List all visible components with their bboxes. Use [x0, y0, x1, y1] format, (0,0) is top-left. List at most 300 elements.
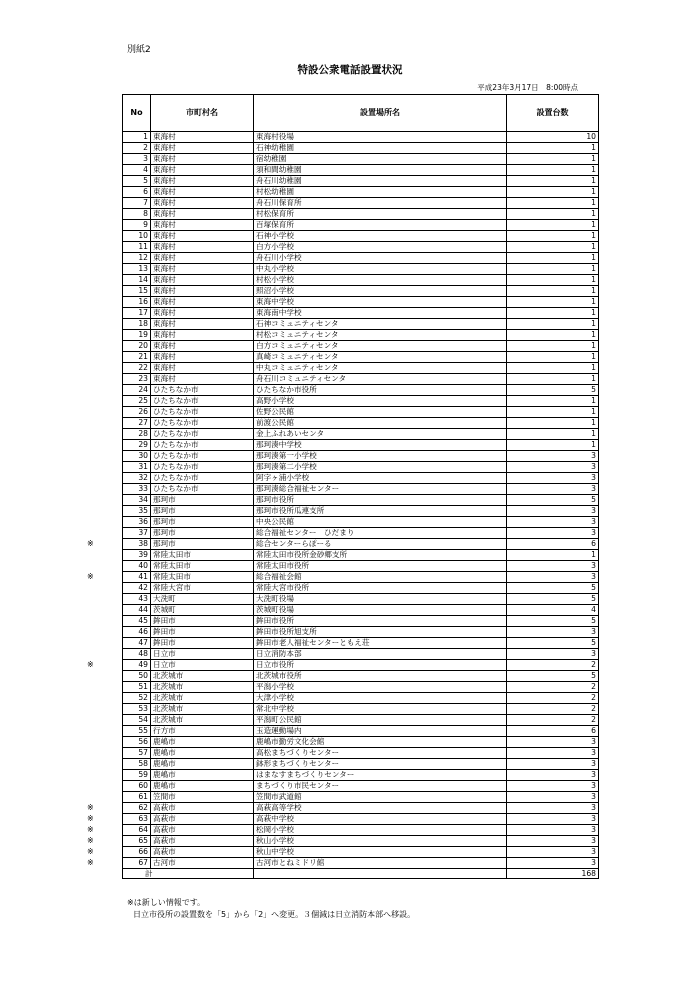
row-municipality: 笠間市 — [151, 792, 254, 803]
row-count: 10 — [507, 132, 599, 143]
row-municipality: 常陸大宮市 — [151, 583, 254, 594]
new-info-mark: ※ — [87, 836, 94, 845]
table-row — [123, 264, 599, 275]
row-place: 平潟小学校 — [254, 682, 507, 693]
row-municipality: ひたちなか市 — [151, 385, 254, 396]
row-municipality: 那珂市 — [151, 539, 254, 550]
row-no: 43 — [123, 594, 151, 605]
row-place: 須和間幼稚園 — [254, 165, 507, 176]
table-row — [123, 198, 599, 209]
row-municipality: 東海村 — [151, 308, 254, 319]
row-no: 33 — [123, 484, 151, 495]
row-no: 3 — [123, 154, 151, 165]
row-municipality: 東海村 — [151, 253, 254, 264]
table-row — [123, 605, 599, 616]
row-municipality: ひたちなか市 — [151, 440, 254, 451]
row-no-value: 65 — [138, 836, 148, 845]
row-count: 1 — [507, 330, 599, 341]
row-place: 鉢形まちづくりセンター — [254, 759, 507, 770]
table-row — [123, 396, 599, 407]
row-place: 高萩中学校 — [254, 814, 507, 825]
table-row — [123, 451, 599, 462]
row-place: 高萩高等学校 — [254, 803, 507, 814]
row-count: 3 — [507, 561, 599, 572]
table-row — [123, 671, 599, 682]
row-place: 村松幼稚園 — [254, 187, 507, 198]
row-municipality: 東海村 — [151, 143, 254, 154]
table-row — [123, 649, 599, 660]
row-count: 3 — [507, 737, 599, 748]
row-no — [87, 814, 151, 825]
row-no: 1 — [123, 132, 151, 143]
row-municipality: 北茨城市 — [151, 693, 254, 704]
row-municipality: 鉾田市 — [151, 638, 254, 649]
row-no-value: 66 — [138, 847, 148, 856]
row-no: 46 — [123, 627, 151, 638]
table-row — [123, 770, 599, 781]
row-count: 1 — [507, 242, 599, 253]
row-no: 23 — [123, 374, 151, 385]
row-count: 3 — [507, 451, 599, 462]
table-row — [123, 583, 599, 594]
row-no: 2 — [123, 143, 151, 154]
row-count: 1 — [507, 363, 599, 374]
row-count: 3 — [507, 649, 599, 660]
row-place: 高松まちづくりセンター — [254, 748, 507, 759]
row-no: 60 — [123, 781, 151, 792]
row-no: 51 — [123, 682, 151, 693]
table-row — [123, 418, 599, 429]
total-row — [123, 869, 599, 879]
row-no: 24 — [123, 385, 151, 396]
row-municipality: ひたちなか市 — [151, 418, 254, 429]
row-count: 1 — [507, 374, 599, 385]
row-place: 石神小学校 — [254, 231, 507, 242]
row-municipality: ひたちなか市 — [151, 473, 254, 484]
table-row — [123, 352, 599, 363]
row-count: 3 — [507, 825, 599, 836]
row-municipality: 常陸太田市 — [151, 550, 254, 561]
row-place: 東海村役場 — [254, 132, 507, 143]
row-count: 1 — [507, 440, 599, 451]
table-row — [123, 539, 599, 550]
table-row — [123, 704, 599, 715]
row-count: 1 — [507, 198, 599, 209]
row-place: 金上ふれあいセンタ — [254, 429, 507, 440]
row-municipality: 那珂市 — [151, 517, 254, 528]
row-place: 大洗町役場 — [254, 594, 507, 605]
row-municipality: 東海村 — [151, 275, 254, 286]
note-line: ※は新しい情報です。 — [127, 898, 206, 907]
table-row — [123, 286, 599, 297]
row-municipality: 鹿嶋市 — [151, 748, 254, 759]
row-count: 1 — [507, 176, 599, 187]
row-no-value: 64 — [138, 825, 148, 834]
row-no: 45 — [123, 616, 151, 627]
table-row — [123, 363, 599, 374]
row-municipality: 東海村 — [151, 363, 254, 374]
table-row — [123, 440, 599, 451]
row-count: 5 — [507, 594, 599, 605]
row-count: 1 — [507, 341, 599, 352]
row-place: 那珂湊中学校 — [254, 440, 507, 451]
row-municipality: ひたちなか市 — [151, 407, 254, 418]
row-municipality: 常陸太田市 — [151, 572, 254, 583]
row-municipality: 古河市 — [151, 858, 254, 869]
row-no: 52 — [123, 693, 151, 704]
row-place: 舟石川幼稚園 — [254, 176, 507, 187]
row-no: 54 — [123, 715, 151, 726]
row-municipality: 東海村 — [151, 132, 254, 143]
table-row — [123, 143, 599, 154]
table-row — [123, 319, 599, 330]
row-no: 57 — [123, 748, 151, 759]
row-no: 26 — [123, 407, 151, 418]
row-count: 1 — [507, 308, 599, 319]
table-row — [123, 506, 599, 517]
row-no: 37 — [123, 528, 151, 539]
table-row — [123, 297, 599, 308]
row-count: 1 — [507, 407, 599, 418]
row-municipality: 鹿嶋市 — [151, 759, 254, 770]
table-body — [87, 132, 599, 869]
row-count: 1 — [507, 396, 599, 407]
row-no-value: 38 — [138, 539, 148, 548]
row-municipality: ひたちなか市 — [151, 462, 254, 473]
new-info-mark: ※ — [87, 847, 94, 856]
row-municipality: 東海村 — [151, 374, 254, 385]
row-place: 常陸太田市役所 — [254, 561, 507, 572]
row-municipality: 東海村 — [151, 198, 254, 209]
row-count: 1 — [507, 275, 599, 286]
row-count: 1 — [507, 429, 599, 440]
row-no: 31 — [123, 462, 151, 473]
row-place: 石神幼稚園 — [254, 143, 507, 154]
table-row — [123, 627, 599, 638]
table-row — [123, 330, 599, 341]
row-no: 29 — [123, 440, 151, 451]
row-count: 3 — [507, 759, 599, 770]
row-no: 10 — [123, 231, 151, 242]
row-count: 1 — [507, 297, 599, 308]
row-place: 玉造運動場内 — [254, 726, 507, 737]
row-count: 4 — [507, 605, 599, 616]
row-place: 総合センターらぽーる — [254, 539, 507, 550]
table-row — [123, 847, 599, 858]
row-no: 7 — [123, 198, 151, 209]
table-row — [123, 715, 599, 726]
row-place: 常陸大宮市役所 — [254, 583, 507, 594]
row-place: 佐野公民館 — [254, 407, 507, 418]
row-count: 2 — [507, 682, 599, 693]
row-no: 13 — [123, 264, 151, 275]
row-count: 1 — [507, 418, 599, 429]
table-row — [123, 748, 599, 759]
row-municipality: 大洗町 — [151, 594, 254, 605]
row-count: 3 — [507, 858, 599, 869]
table-row — [123, 814, 599, 825]
row-count: 3 — [507, 484, 599, 495]
row-place: はまなすまちづくりセンター — [254, 770, 507, 781]
table-row — [123, 517, 599, 528]
table-row — [123, 275, 599, 286]
table-row — [123, 737, 599, 748]
row-no: 36 — [123, 517, 151, 528]
row-place: 舟石川小学校 — [254, 253, 507, 264]
row-count: 3 — [507, 572, 599, 583]
row-count: 1 — [507, 143, 599, 154]
row-no: 11 — [123, 242, 151, 253]
row-no: 50 — [123, 671, 151, 682]
row-municipality: 日立市 — [151, 649, 254, 660]
row-place: 東海中学校 — [254, 297, 507, 308]
row-place: 鉾田市役所旭支所 — [254, 627, 507, 638]
row-no: 18 — [123, 319, 151, 330]
row-no: 8 — [123, 209, 151, 220]
row-municipality: ひたちなか市 — [151, 484, 254, 495]
table-row — [123, 572, 599, 583]
row-municipality: 高萩市 — [151, 803, 254, 814]
table-row — [123, 176, 599, 187]
header-no: No — [123, 95, 151, 132]
table-row — [123, 231, 599, 242]
row-no — [87, 858, 151, 869]
table-row — [123, 858, 599, 869]
row-count: 3 — [507, 506, 599, 517]
row-no: 25 — [123, 396, 151, 407]
new-info-mark: ※ — [87, 539, 94, 548]
row-count: 1 — [507, 209, 599, 220]
row-municipality: 鹿嶋市 — [151, 770, 254, 781]
row-count: 3 — [507, 847, 599, 858]
row-no — [87, 660, 151, 671]
row-count: 5 — [507, 671, 599, 682]
row-municipality: 東海村 — [151, 165, 254, 176]
row-place: 村松保育所 — [254, 209, 507, 220]
row-municipality: 東海村 — [151, 352, 254, 363]
new-info-mark: ※ — [87, 572, 94, 581]
row-place: 常北中学校 — [254, 704, 507, 715]
table-row — [123, 429, 599, 440]
table-row — [123, 132, 599, 143]
row-place: 那珂湊総合福祉センター — [254, 484, 507, 495]
table-row — [123, 473, 599, 484]
row-count: 3 — [507, 781, 599, 792]
row-municipality: 北茨城市 — [151, 715, 254, 726]
row-municipality: ひたちなか市 — [151, 451, 254, 462]
row-no: 12 — [123, 253, 151, 264]
row-place: 中丸コミュニティセンタ — [254, 363, 507, 374]
row-place: 秋山中学校 — [254, 847, 507, 858]
row-municipality: 東海村 — [151, 297, 254, 308]
row-no: 56 — [123, 737, 151, 748]
row-place: 総合福祉会館 — [254, 572, 507, 583]
table-row — [123, 726, 599, 737]
installation-table — [87, 94, 599, 879]
row-municipality: 那珂市 — [151, 528, 254, 539]
row-no: 58 — [123, 759, 151, 770]
row-count: 2 — [507, 715, 599, 726]
row-place: 白方小学校 — [254, 242, 507, 253]
row-no: 27 — [123, 418, 151, 429]
row-municipality: 鹿嶋市 — [151, 781, 254, 792]
row-municipality: ひたちなか市 — [151, 429, 254, 440]
row-municipality: 北茨城市 — [151, 704, 254, 715]
table-row — [123, 836, 599, 847]
row-place: 笠間市武道館 — [254, 792, 507, 803]
table-row — [123, 759, 599, 770]
row-place: 鹿嶋市勤労文化会館 — [254, 737, 507, 748]
table-row — [123, 220, 599, 231]
row-no: 47 — [123, 638, 151, 649]
row-no: 30 — [123, 451, 151, 462]
row-place: 照沼小学校 — [254, 286, 507, 297]
row-no — [87, 825, 151, 836]
row-municipality: 高萩市 — [151, 825, 254, 836]
row-place: 村松小学校 — [254, 275, 507, 286]
row-no: 6 — [123, 187, 151, 198]
row-place: 舟石川保育所 — [254, 198, 507, 209]
table-row — [123, 341, 599, 352]
row-no: 42 — [123, 583, 151, 594]
row-no: 14 — [123, 275, 151, 286]
row-no: 53 — [123, 704, 151, 715]
row-place: 高野小学校 — [254, 396, 507, 407]
page-title: 特設公衆電話設置状況 — [297, 64, 403, 76]
row-no: 9 — [123, 220, 151, 231]
table-row — [123, 803, 599, 814]
row-municipality: 東海村 — [151, 319, 254, 330]
row-count: 1 — [507, 319, 599, 330]
row-place: 石神コミュニティセンタ — [254, 319, 507, 330]
row-place: 松岡小学校 — [254, 825, 507, 836]
row-place: 常陸太田市役所金砂郷支所 — [254, 550, 507, 561]
row-place: 中央公民館 — [254, 517, 507, 528]
row-count: 3 — [507, 627, 599, 638]
row-count: 2 — [507, 660, 599, 671]
table-row — [123, 253, 599, 264]
table-row — [123, 484, 599, 495]
row-municipality: 東海村 — [151, 341, 254, 352]
row-no-value: 63 — [138, 814, 148, 823]
row-municipality: ひたちなか市 — [151, 396, 254, 407]
row-municipality: 東海村 — [151, 209, 254, 220]
row-no: 17 — [123, 308, 151, 319]
row-count: 5 — [507, 495, 599, 506]
row-count: 1 — [507, 352, 599, 363]
row-place: 東海南中学校 — [254, 308, 507, 319]
table-row — [123, 462, 599, 473]
row-count: 1 — [507, 187, 599, 198]
row-count: 1 — [507, 154, 599, 165]
table-row — [123, 165, 599, 176]
row-count: 1 — [507, 550, 599, 561]
row-municipality: 東海村 — [151, 330, 254, 341]
row-municipality: 高萩市 — [151, 814, 254, 825]
row-count: 1 — [507, 220, 599, 231]
row-count: 3 — [507, 792, 599, 803]
row-count: 3 — [507, 528, 599, 539]
row-place: まちづくり市民センター — [254, 781, 507, 792]
row-no-value: 41 — [138, 572, 148, 581]
row-count: 3 — [507, 517, 599, 528]
row-no: 34 — [123, 495, 151, 506]
row-no: 20 — [123, 341, 151, 352]
row-place: 大津小学校 — [254, 693, 507, 704]
row-municipality: 東海村 — [151, 231, 254, 242]
header-place: 設置場所名 — [254, 95, 507, 132]
table-row — [123, 638, 599, 649]
row-place: 村松コミュニティセンタ — [254, 330, 507, 341]
row-place: 真崎コミュニティセンタ — [254, 352, 507, 363]
row-place: ひたちなか市役所 — [254, 385, 507, 396]
row-count: 5 — [507, 385, 599, 396]
total-empty-cell — [254, 869, 507, 879]
row-municipality: 東海村 — [151, 187, 254, 198]
row-municipality: 鉾田市 — [151, 616, 254, 627]
row-count: 3 — [507, 770, 599, 781]
row-place: 那珂湊第一小学校 — [254, 451, 507, 462]
table-row — [123, 209, 599, 220]
row-place: 秋山小学校 — [254, 836, 507, 847]
row-no — [87, 847, 151, 858]
row-municipality: 東海村 — [151, 286, 254, 297]
row-count: 5 — [507, 638, 599, 649]
table-row — [123, 385, 599, 396]
table-row — [123, 154, 599, 165]
table-row — [123, 495, 599, 506]
row-no — [87, 572, 151, 583]
header-count: 設置台数 — [507, 95, 599, 132]
row-municipality: 高萩市 — [151, 836, 254, 847]
row-no: 4 — [123, 165, 151, 176]
table-row — [123, 616, 599, 627]
table-row — [123, 781, 599, 792]
row-place: 百塚保育所 — [254, 220, 507, 231]
row-no-value: 62 — [138, 803, 148, 812]
row-count: 6 — [507, 539, 599, 550]
row-no — [87, 539, 151, 550]
new-info-mark: ※ — [87, 660, 94, 669]
row-count: 1 — [507, 264, 599, 275]
row-municipality: 高萩市 — [151, 847, 254, 858]
total-value: 168 — [507, 869, 599, 879]
row-count: 1 — [507, 286, 599, 297]
row-place: 白方コミュニティセンタ — [254, 341, 507, 352]
row-place: 茨城町役場 — [254, 605, 507, 616]
row-place: 宿幼稚園 — [254, 154, 507, 165]
row-place: 日立消防本部 — [254, 649, 507, 660]
row-municipality: 東海村 — [151, 154, 254, 165]
row-count: 1 — [507, 165, 599, 176]
row-no: 32 — [123, 473, 151, 484]
row-no: 19 — [123, 330, 151, 341]
row-count: 2 — [507, 693, 599, 704]
row-municipality: 東海村 — [151, 220, 254, 231]
row-municipality: 北茨城市 — [151, 671, 254, 682]
row-place: 古河市とねミドリ館 — [254, 858, 507, 869]
row-place: 舟石川コミュニティセンタ — [254, 374, 507, 385]
row-count: 6 — [507, 726, 599, 737]
row-count: 3 — [507, 748, 599, 759]
row-municipality: 鉾田市 — [151, 627, 254, 638]
row-municipality: 東海村 — [151, 242, 254, 253]
row-place: 那珂市役所 — [254, 495, 507, 506]
row-no: 44 — [123, 605, 151, 616]
row-place: 鉾田市老人福祉センターともえ荘 — [254, 638, 507, 649]
row-no: 61 — [123, 792, 151, 803]
row-count: 3 — [507, 473, 599, 484]
